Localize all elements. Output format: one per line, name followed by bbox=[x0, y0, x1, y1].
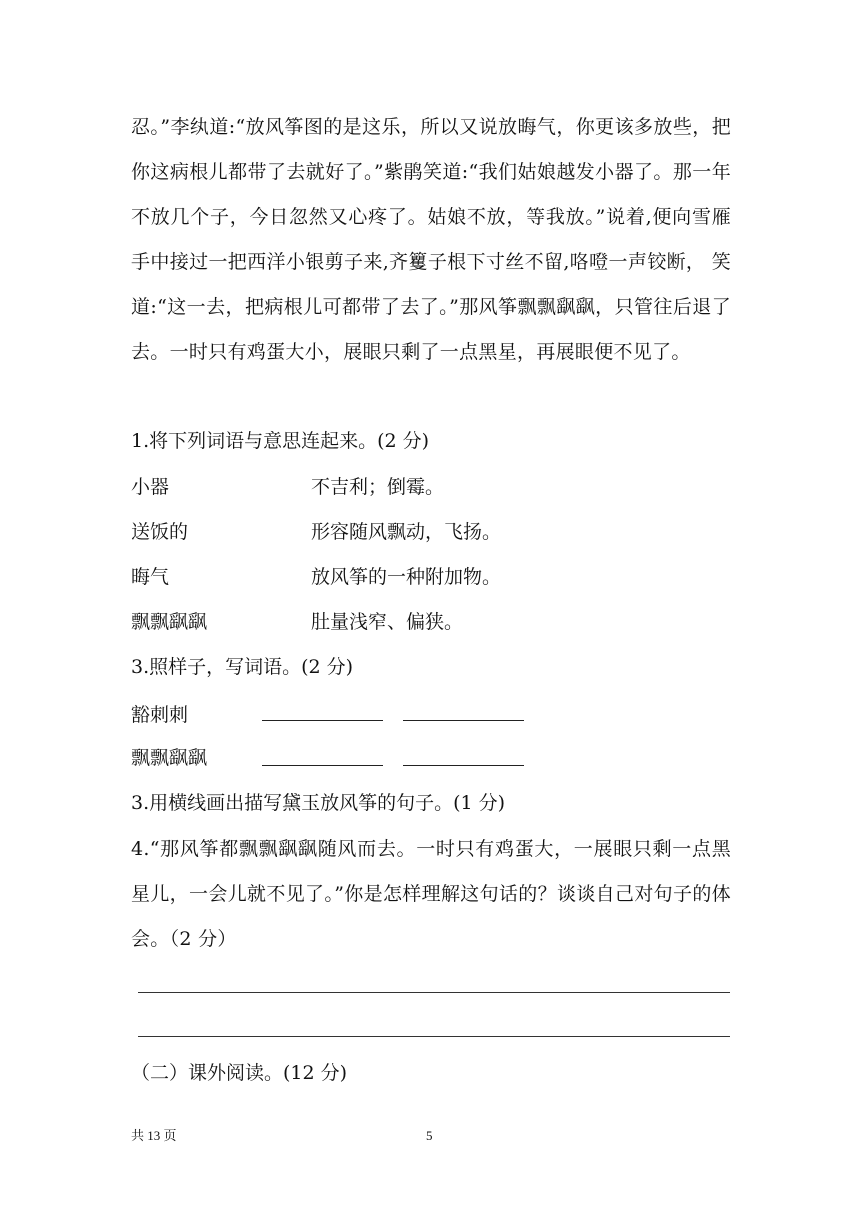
match-meaning-1: 不吉利；倒霉。 bbox=[311, 476, 445, 498]
match-word-1: 小器 bbox=[131, 476, 170, 498]
example-word-1: 豁刺刺 bbox=[131, 704, 189, 726]
match-word-4: 飘飘飖飖 bbox=[131, 611, 208, 633]
match-word-3: 晦气 bbox=[131, 566, 170, 588]
match-meaning-2: 形容随风飘动，飞扬。 bbox=[311, 521, 502, 543]
answer-line[interactable] bbox=[138, 992, 730, 993]
answer-blank[interactable] bbox=[262, 765, 383, 766]
answer-blank[interactable] bbox=[403, 765, 524, 766]
match-word-2: 送饭的 bbox=[131, 521, 189, 543]
answer-blank[interactable] bbox=[403, 720, 524, 721]
match-meaning-3: 放风筝的一种附加物。 bbox=[311, 566, 502, 588]
answer-blank[interactable] bbox=[262, 720, 383, 721]
passage-text: 忍。”李纨道:“放风筝图的是这乐，所以又说放晦气，你更该多放些，把你这病根儿都带了去就好了。”紫鹃笑道:“我们姑娘越发小器了。那一年不放几个子，今日忽然又心疼了。姑娘不放，等我放。”说着,便向雪雁手中接过一把西洋小银剪子来,齐籰子根下寸丝不留,咯噔一声铰断， 笑道:“这一去，把病根儿可都带了去了。”那风筝飘飘飖飖，只管往后退了去。一时只有鸡蛋大小，展眼只剩了一点黑星，再展眼便不见了。 bbox=[131, 116, 731, 363]
footer-total-pages: 共 13 页 bbox=[131, 1128, 177, 1143]
question-3-title: 3.用横线画出描写黛玉放风筝的句子。(1 分) bbox=[131, 792, 506, 814]
question-2-title: 3.照样子，写词语。(2 分) bbox=[131, 656, 354, 678]
question-4-text: 4.“那风筝都飘飘飖飖随风而去。一时只有鸡蛋大，一展眼只剩一点黑星儿，一会儿就不见了。”你是怎样理解这句话的？谈谈自己对句子的体会。（2 分） bbox=[131, 838, 731, 950]
answer-line[interactable] bbox=[138, 1036, 730, 1037]
match-meaning-4: 肚量浅窄、偏狭。 bbox=[311, 611, 464, 633]
question-1-title: 1.将下列词语与意思连起来。(2 分) bbox=[131, 430, 430, 452]
example-word-2: 飘飘飖飖 bbox=[131, 747, 208, 769]
footer-page-number: 5 bbox=[426, 1128, 433, 1143]
section-2-title: （二）课外阅读。(12 分) bbox=[131, 1062, 348, 1084]
